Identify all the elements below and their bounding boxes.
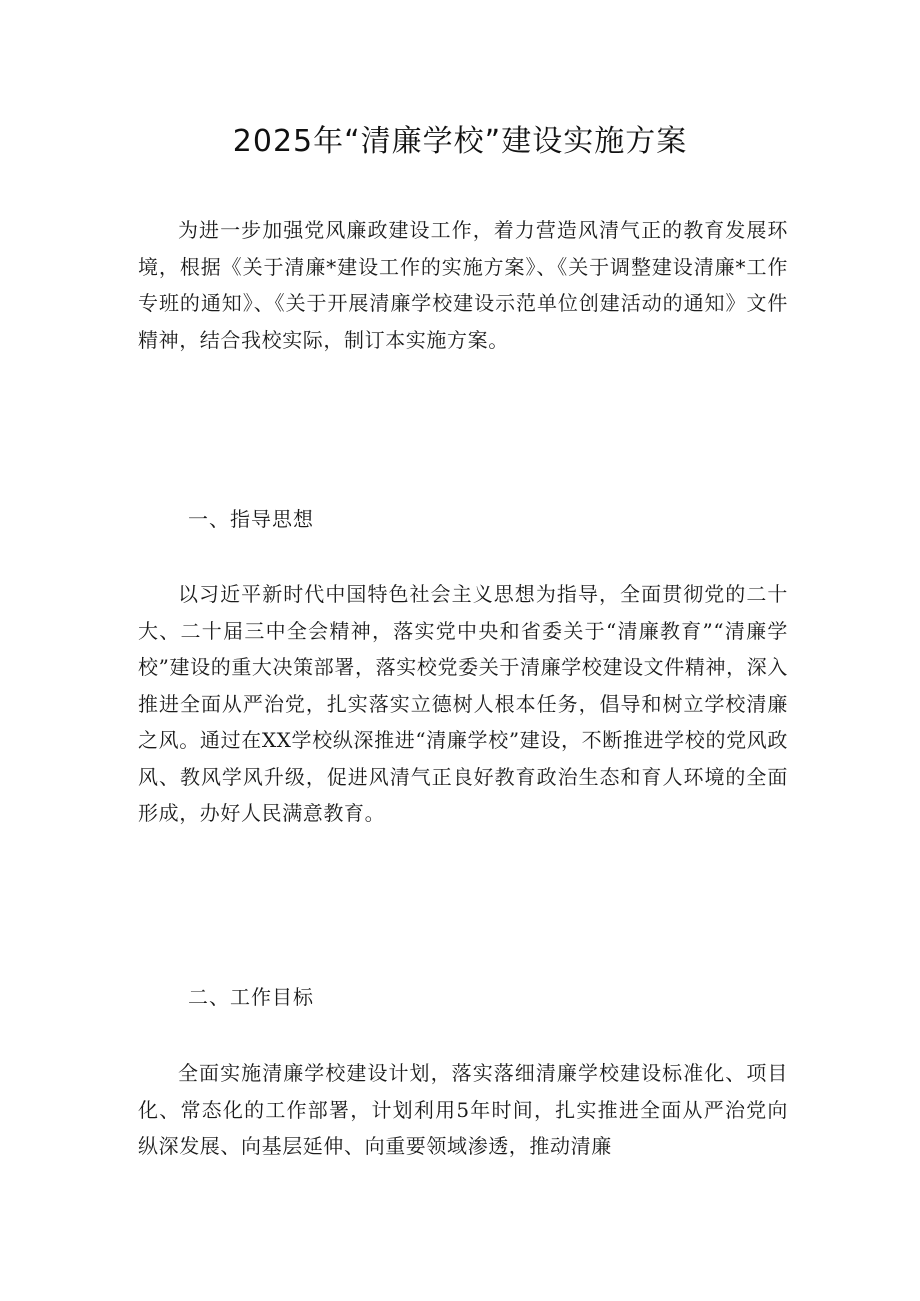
document-title: 2025年“清廉学校”建设实施方案 (232, 124, 688, 159)
section-body-work-goals: 全面实施清廉学校建设计划，落实落细清廉学校建设标准化、项目化、常态化的工作部署，计划利用5年时间，扎实推进全面从严治党向纵深发展、向基层延伸、向重要领域渗透，推动清廉 (138, 1061, 788, 1158)
intro-paragraph: 为进一步加强党风廉政建设工作，着力营造风清气正的教育发展环境，根据《关于清廉*建设工作的实施方案》、《关于调整建设清廉*工作专班的通知》、《关于开展清廉学校建设示范单位创建活动的通知》文件精神，结合我校实际，制订本实施方案。 (138, 218, 788, 352)
section-heading-work-goals: 二、工作目标 (188, 985, 314, 1009)
section-body-guiding-ideology: 以习近平新时代中国特色社会主义思想为指导，全面贯彻党的二十大、二十届三中全会精神，落实党中央和省委关于“清廉教育”“清廉学校”建设的重大决策部署，落实校党委关于清廉学校建设文件精神，深入推进全面从严治党，扎实落实立德树人根本任务，倡导和树立学校清廉之风。通过在XX学校纵深推进“清廉学校”建设，不断推进学校的党风政风、教风学风升级，促进风清气正良好教育政治生态和育人环境的全面形成，办好人民满意教育。 (138, 582, 788, 825)
section-heading-guiding-ideology: 一、指导思想 (188, 507, 314, 531)
